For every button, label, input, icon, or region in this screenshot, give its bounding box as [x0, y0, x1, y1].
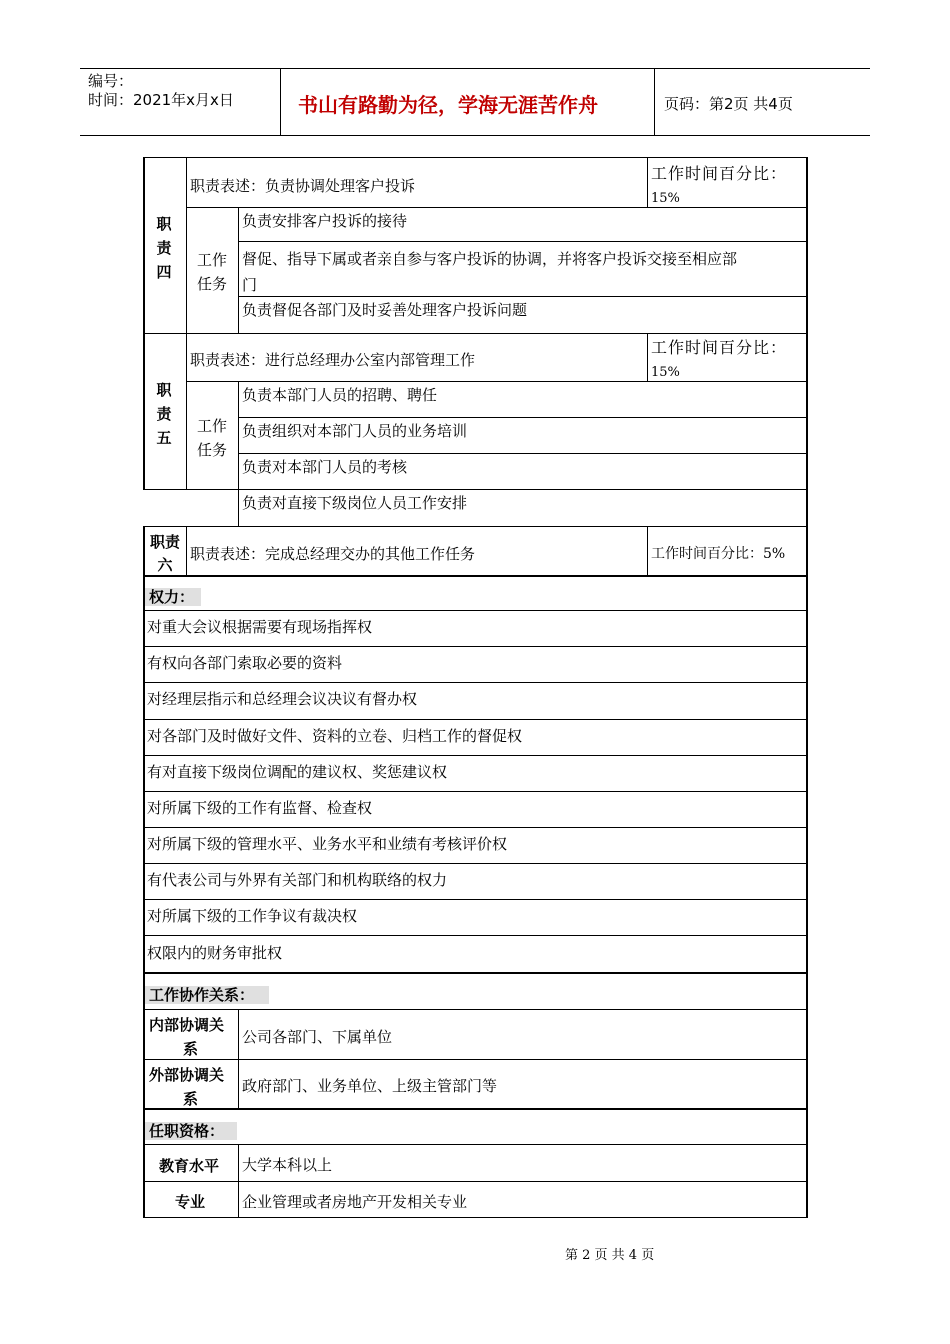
- page-footer: 第 2 页 共 4 页: [565, 1248, 655, 1263]
- duty6-statement: 职责表述：完成总经理交办的其他工作任务: [190, 545, 476, 563]
- duty5-task-label: 工作任务: [196, 417, 227, 459]
- internal-coordination-label-2: 系: [183, 1040, 199, 1058]
- duty6-time-percent: 工作时间百分比：5%: [651, 546, 786, 562]
- power-item: 有对直接下级岗位调配的建议权、奖惩建议权: [147, 763, 448, 781]
- power-item: 权限内的财务审批权: [147, 944, 283, 962]
- header-motto: 书山有路勤为径，学海无涯苦作舟: [298, 93, 598, 117]
- duty6-label-line2: 六: [157, 556, 173, 574]
- document-number-label: 编号：: [88, 72, 134, 90]
- major-value: 企业管理或者房地产开发相关专业: [242, 1193, 468, 1211]
- duty4-label: 职责四: [156, 215, 172, 281]
- duty4-task-label: 工作任务: [196, 251, 227, 293]
- external-coordination-label-2: 系: [183, 1090, 199, 1108]
- external-coordination-label-1: 外部协调关: [149, 1066, 225, 1084]
- education-value: 大学本科以上: [242, 1156, 333, 1174]
- duty4-time-percent-label: 工作时间百分比：: [651, 164, 788, 183]
- duty5-task-3: 负责对本部门人员的考核: [242, 458, 408, 476]
- cooperation-title: 工作协作关系：: [145, 986, 269, 1004]
- external-coordination-value: 政府部门、业务单位、上级主管部门等: [242, 1077, 498, 1095]
- power-item: 对所属下级的管理水平、业务水平和业绩有考核评价权: [147, 835, 508, 853]
- internal-coordination-label-1: 内部协调关: [149, 1016, 225, 1034]
- powers-title: 权力：: [145, 588, 201, 606]
- duty5-task-2: 负责组织对本部门人员的业务培训: [242, 422, 468, 440]
- power-item: 有权向各部门索取必要的资料: [147, 654, 343, 672]
- duty5-task-4: 负责对直接下级岗位人员工作安排: [242, 494, 468, 512]
- duty4-task-3: 负责督促各部门及时妥善处理客户投诉问题: [242, 301, 528, 319]
- power-item: 对重大会议根据需要有现场指挥权: [147, 618, 373, 636]
- duty4-task-2-cont: 门: [242, 276, 258, 294]
- document-time: 时间：2021年x月x日: [88, 91, 234, 109]
- duty5-statement: 职责表述：进行总经理办公室内部管理工作: [190, 351, 476, 369]
- duty6-label-line1: 职责: [149, 533, 180, 551]
- duty4-time-percent: 15%: [651, 191, 680, 206]
- power-item: 对经理层指示和总经理会议决议有督办权: [147, 690, 418, 708]
- power-item: 对所属下级的工作争议有裁决权: [147, 907, 358, 925]
- internal-coordination-value: 公司各部门、下属单位: [242, 1028, 393, 1046]
- power-item: 对所属下级的工作有监督、检查权: [147, 799, 373, 817]
- power-item: 有代表公司与外界有关部门和机构联络的权力: [147, 871, 448, 889]
- duty5-time-percent: 15%: [651, 365, 680, 380]
- duty5-label: 职责五: [156, 381, 172, 447]
- duty4-task-2: 督促、指导下属或者亲自参与客户投诉的协调，并将客户投诉交接至相应部: [242, 250, 738, 268]
- duty4-statement: 职责表述：负责协调处理客户投诉: [190, 177, 416, 195]
- duty4-task-1: 负责安排客户投诉的接待: [242, 212, 408, 230]
- education-label: 教育水平: [159, 1157, 220, 1175]
- major-label: 专业: [175, 1193, 206, 1211]
- duty5-task-1: 负责本部门人员的招聘、聘任: [242, 386, 438, 404]
- duty5-time-percent-label: 工作时间百分比：: [651, 338, 788, 357]
- page-info: 页码：第2页 共4页: [664, 95, 793, 113]
- power-item: 对各部门及时做好文件、资料的立卷、归档工作的督促权: [147, 727, 523, 745]
- qualifications-title: 任职资格：: [145, 1122, 237, 1140]
